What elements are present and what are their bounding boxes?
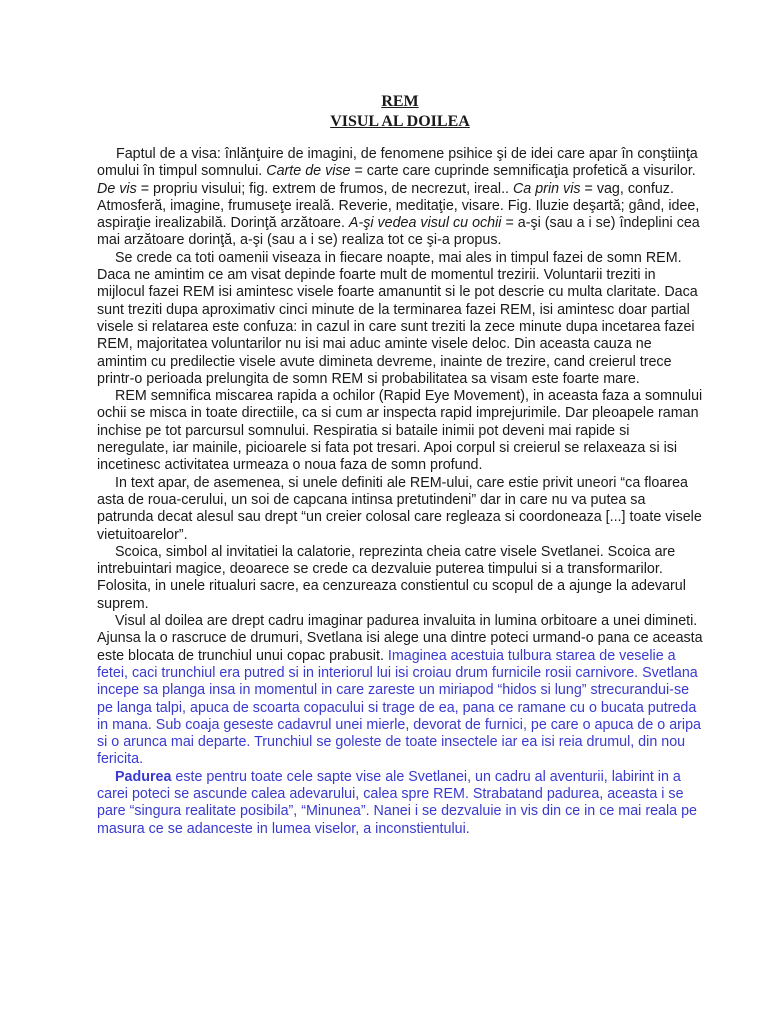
p1-seg-8: = a-şi (sau a i se) îndeplini cea mai arzătoare dorinţă, a-şi (sau a i se) realiza tot ce şi-a propus.: [97, 215, 700, 249]
paragraph-scoica: Scoica, simbol al invitatiei la calatorie, reprezinta cheia catre visele Svetlanei. Scoica are intrebuintari magice, deoarece se crede ca dezvaluie puterea timpului si a transformarilor. Folosita, in unele ritualuri sacre, ea cenzureaza constientul cu scopul de a ajunge la adevarul suprem.: [97, 543, 686, 612]
p1-seg-7-italic: A-şi vedea visul cu ochii: [348, 215, 502, 232]
paragraph-definition: [97, 146, 703, 250]
p7-rest-text: este pentru toate cele sapte vise ale Svetlanei, un cadru al aventurii, labirint in a carei poteci se ascunde calea adevarului, calea spre REM. Strabatand padurea, aceasta i se pare “singura realitate posibila”, “Minunea”. Nanei i se dezvaluie in vis din ce in ce mai reala pe masura ce se adanceste in lumea viselor, a inconstientului.: [97, 768, 697, 837]
p1-seg-5-italic: Ca prin vis: [512, 180, 581, 197]
paragraph-rem-meaning: REM semnifica miscarea rapida a ochilor (Rapid Eye Movement), in aceasta faza a somnului ochii se misca in toate directiile, ca si cum ar inspecta rapid imprejurimile. Dar pleoapele raman inchise pe tot parcursul somnului. Respiratia si bataile inimii pot deveni mai rapide si neregulate, iar mainile, picioarele si fata pot tresari. Apoi corpul si creierul se relaxeaza si isi incetinesc activitatea urmeaza o noua faza de somn profund.: [97, 388, 703, 474]
p1-seg-6: = vag, confuz. Atmosferă, imagine, frumuseţe ireală. Reverie, meditaţie, visare. Fig. Iluzie deşartă; gând, idee, aspiraţie irealizabilă. Dorinţă arzătoare.: [97, 180, 700, 232]
title-rem: REM: [381, 93, 419, 110]
p6-blue-text: Imaginea acestuia tulbura starea de veselie a fetei, caci trunchiul era putred si in interiorul lui isi croiau drum furnicile rosii carnivore. Svetlana incepe sa planga insa in momentul in care zareste un miriapod “hidos si lung” strecurandui-se pe langa talpi, apuca de scoarta copacului si trage de ea, pana ce ramane cu o bucata putreda in mana. Sub coaja geseste cadavrul unei mierle, devorat de furnici, pe care o apuca de o aripa si o arunca mai departe. Trunchiul se goleste de toate insectele iar ea isi reia drumul, din nou fericita.: [97, 647, 702, 768]
paragraph-padurea: [97, 769, 703, 838]
document-page: [97, 92, 703, 838]
p1-seg-0: Faptul de a visa: înlănţuire de imagini, de fenomene psihice şi de idei care apar în conştiinţa omului în timpul somnului.: [97, 146, 698, 180]
paragraph-visul-al-doilea: [97, 613, 703, 769]
p7-bold-word: Padurea: [115, 768, 172, 785]
title-visul-al-doilea: VISUL AL DOILEA: [330, 113, 470, 130]
paragraph-rem-definitions: In text apar, de asemenea, si unele definiti ale REM-ului, care estie privit uneori “ca floarea asta de roua-cerului, un soi de capcana intinsa pretutindeni” dar in care nu va putea sa patrunda decat alesul sau drept “un creier colosal care regleaza si coordoneaza [...] toate visele vietuitoarelor”.: [97, 474, 702, 543]
p1-seg-1-italic: Carte de vise: [266, 163, 351, 180]
p6-black-text: Visul al doilea are drept cadru imaginar padurea invaluita in lumina orbitoare a unei dimineti. Ajunsa la o rascruce de drumuri, Svetlana isi alege una dintre poteci urmand-o pana ce aceasta este blocata de trunchiul unui copac prabusit.: [97, 613, 703, 664]
p1-seg-3-italic: De vis: [97, 180, 137, 197]
p1-seg-2: = carte care cuprinde semnificaţia profetică a visurilor.: [350, 163, 696, 180]
paragraph-rem-sleep: Se crede ca toti oamenii viseaza in fiecare noapte, mai ales in timpul fazei de somn REM. Daca ne amintim ce am visat depinde foarte mult de momentul trezirii. Voluntarii treziti in mijlocul fazei REM isi amintesc visele foarte amanuntit si le pot descrie cu multa claritate. Daca sunt treziti dupa aproximativ cinci minute de la terminarea fazei REM, isi amintesc doar partial visele si relatarea este confuza: in cazul in care sunt treziti la zece minute dupa incetarea fazei REM, majoritatea voluntarilor nu isi mai aduc aminte visele deloc. Din aceasta cauza ne amintim cu predilectie visele avute dimineta devreme, inainte de trezire, cand creierul trece printr-o perioada prelungita de somn REM si probabilitatea sa visam este foarte mare.: [97, 249, 698, 387]
p1-seg-4: = propriu visului; fig. extrem de frumos, de necrezut, ireal..: [136, 180, 513, 197]
